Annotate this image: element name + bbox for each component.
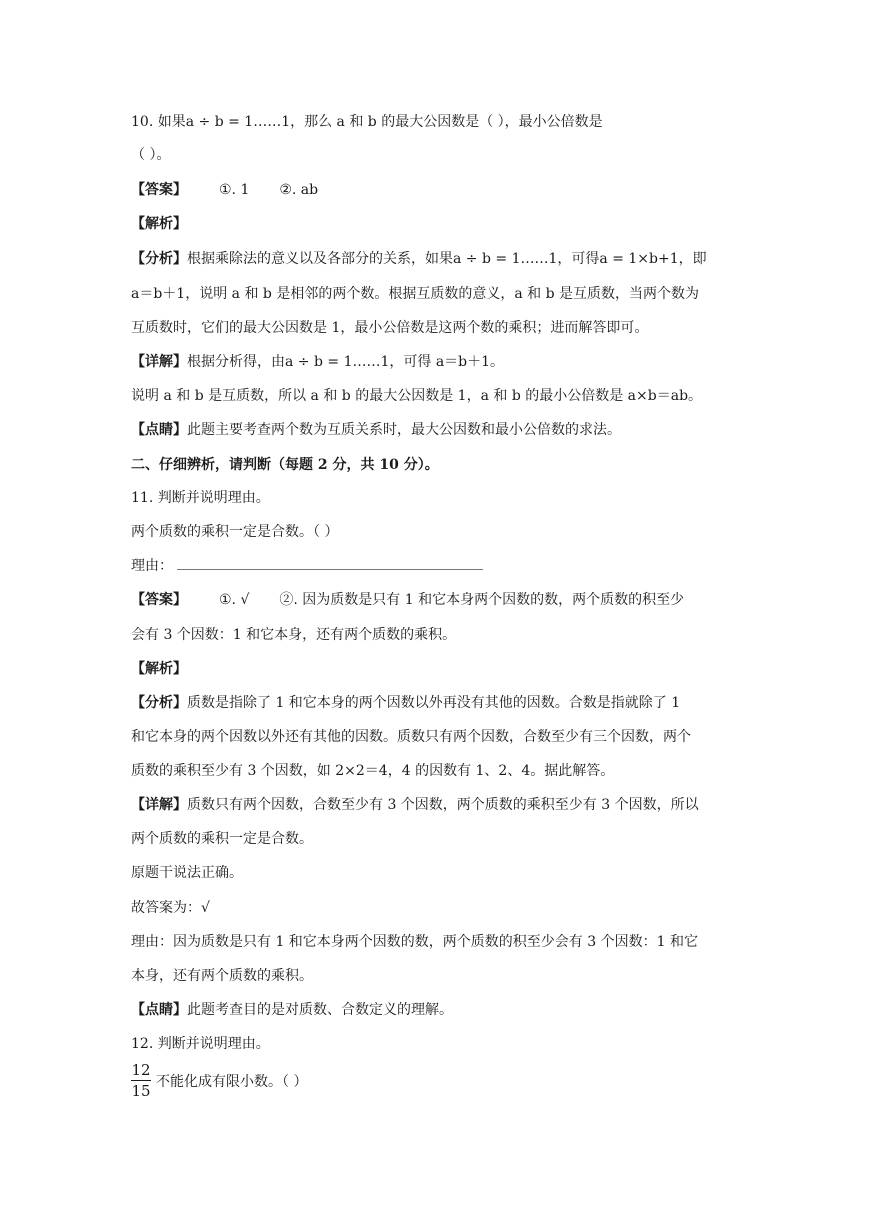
q11-xiangjie-1 <box>131 795 699 815</box>
xiangjie-text: 根据分析得，由 <box>187 354 285 370</box>
xiangjie-text: ，可得 a＝b＋1。 <box>389 354 505 370</box>
q11-answer-2: 会有 3 个因数：1 和它本身，还有两个质数的乘积。 <box>131 627 457 643</box>
q10-prefix: 10. 如果 <box>131 114 186 130</box>
fenxi-math-1: a ÷ b = 1……1 <box>453 251 558 267</box>
fenxi-text: ，即 <box>678 251 707 267</box>
q10-fenxi-2: a＝b＋1，说明 a 和 b 是相邻的两个数。根据互质数的意义，a 和 b 是互质数，当两个数为 <box>131 286 699 302</box>
dianjing-text: 此题考查目的是对质数、合数定义的理解。 <box>187 1002 453 1018</box>
q10-answer <box>131 180 318 200</box>
q11-conclusion: 原题干说法正确。 <box>131 865 243 881</box>
q10-dianjing <box>131 420 621 440</box>
q10-line2: （ ）。 <box>131 147 171 163</box>
dianjing-label: 【点睛】 <box>131 1002 187 1018</box>
q11-fenxi-2: 和它本身的两个因数以外还有其他的因数。质数只有两个因数，合数至少有三个因数，两个 <box>131 729 691 745</box>
q11-analysis-label: 【解析】 <box>131 661 187 677</box>
dianjing-label: 【点睛】 <box>131 422 187 438</box>
answer-1: ①. 1 <box>219 182 250 198</box>
q11-xiangjie-2: 两个质数的乘积一定是合数。 <box>131 831 313 847</box>
answer-label: 【答案】 <box>131 182 187 198</box>
q11-answer-1 <box>131 590 684 610</box>
q11-dianjing <box>131 1000 453 1020</box>
dianjing-text: 此题主要考查两个数为互质关系时，最大公因数和最小公倍数的求法。 <box>187 422 621 438</box>
q12-title: 12. 判断并说明理由。 <box>131 1036 270 1052</box>
xiangjie-math: a ÷ b = 1……1 <box>285 354 390 370</box>
q11-reason-1: 理由：因为质数是只有 1 和它本身两个因数的数，两个质数的积至少会有 3 个因数：1 和它 <box>131 934 698 950</box>
fenxi-label: 【分析】 <box>131 251 187 267</box>
q11-reason-line <box>131 556 483 576</box>
fenxi-label: 【分析】 <box>131 695 187 711</box>
q10-analysis-label: 【解析】 <box>131 216 187 232</box>
q10-fenxi-1 <box>131 249 707 269</box>
xiangjie-label: 【详解】 <box>131 354 187 370</box>
q10-xiangjie-2: 说明 a 和 b 是互质数，所以 a 和 b 的最大公因数是 1，a 和 b 的最小公倍数是 a×b＝ab。 <box>131 388 703 404</box>
q10-suffix: ，那么 a 和 b 的最大公因数是（ ），最小公倍数是 <box>290 114 603 130</box>
fenxi-text: ，可得 <box>557 251 600 267</box>
q10-math: a ÷ b = 1……1 <box>185 114 291 130</box>
q11-fenxi-1 <box>131 693 680 713</box>
fenxi-text: 质数是指除了 1 和它本身的两个因数以外再没有其他的因数。合数是指就除了 1 <box>187 695 681 711</box>
q10-line1 <box>131 112 603 132</box>
q11-fenxi-3: 质数的乘积至少有 3 个因数，如 2×2＝4，4 的因数有 1、2、4。据此解答。 <box>131 763 615 779</box>
answer-2: ②. ab <box>279 182 319 198</box>
answer-label: 【答案】 <box>131 592 187 608</box>
answer-2: ②. 因为质数是只有 1 和它本身两个因数的数，两个质数的积至少 <box>279 592 685 608</box>
section-2-title: 二、仔细辨析，请判断（每题 2 分，共 10 分）。 <box>131 457 439 473</box>
xiangjie-label: 【详解】 <box>131 797 187 813</box>
fenxi-math-2: a = 1×b+1 <box>599 251 679 267</box>
q11-reason-2: 本身，还有两个质数的乘积。 <box>131 968 313 984</box>
q10-fenxi-3: 互质数时，它们的最大公因数是 1，最小公倍数是这两个数的乘积；进而解答即可。 <box>131 320 649 336</box>
q12-statement: 不能化成有限小数。（ ） <box>156 1074 308 1090</box>
q10-xiangjie-1 <box>131 352 504 372</box>
q11-title: 11. 判断并说明理由。 <box>131 490 270 506</box>
q11-final-answer: 故答案为：√ <box>131 900 210 916</box>
fenxi-text: 根据乘除法的意义以及各部分的关系，如果 <box>187 251 453 267</box>
answer-1: ①. √ <box>219 592 250 608</box>
reason-blank[interactable] <box>177 557 483 570</box>
fraction-numerator: 12 <box>131 1061 151 1079</box>
reason-label: 理由： <box>131 558 173 574</box>
fraction-denominator: 15 <box>131 1082 151 1100</box>
fraction <box>130 1060 152 1101</box>
xiangjie-text: 质数只有两个因数，合数至少有 3 个因数，两个质数的乘积至少有 3 个因数，所以 <box>187 797 699 813</box>
q11-statement: 两个质数的乘积一定是合数。（ ） <box>131 524 339 540</box>
